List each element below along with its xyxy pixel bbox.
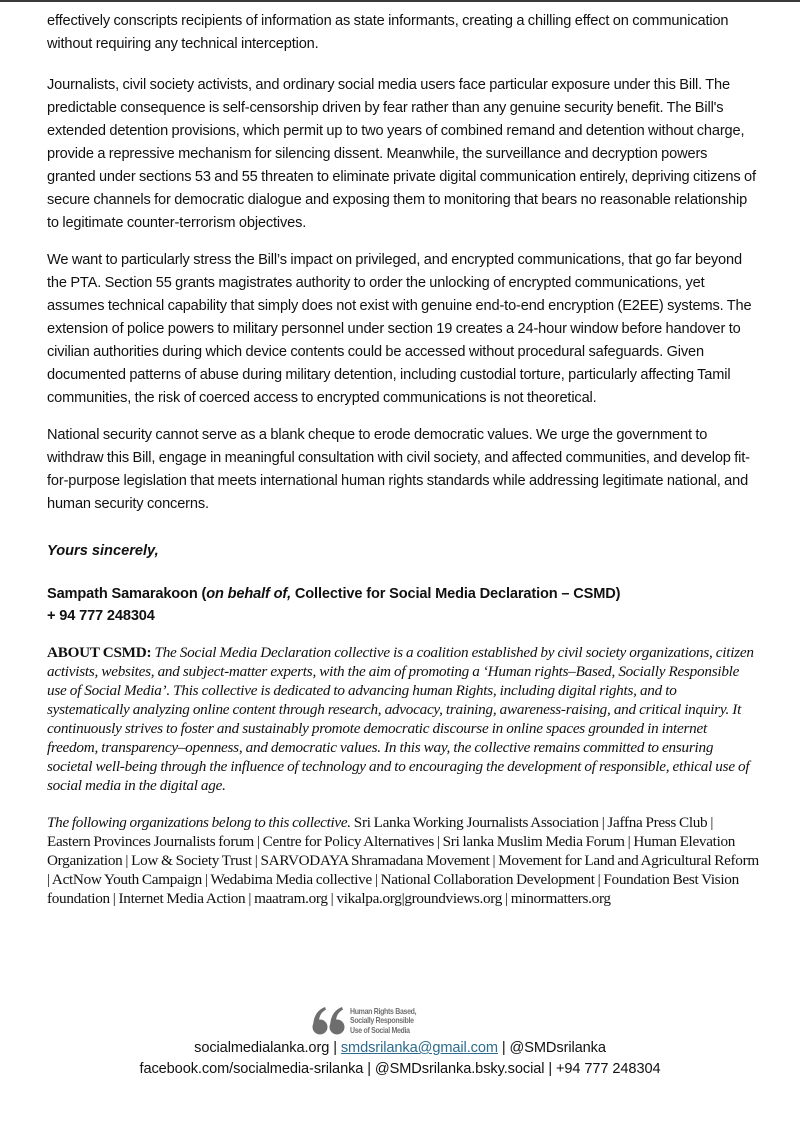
paragraph-2: Journalists, civil society activists, and ordinary social media users face particular exposure under this Bill. The predictable consequence is self-censorship driven by fear rather than any genuine security benefit. The Bill's extended detention provisions, which permit up to two years of combined remand and detention without charge, provide a repressive mechanism for silencing dissent. Meanwhile, the surveillance and decryption powers granted under sections 53 and 55 threaten to eliminate private digital communication entirely, depriving citizens of secure channels for democratic dialogue and exposing them to monitoring that bears no reasonable relationship to legitimate counter-terrorism objectives. (47, 77, 756, 231)
about-section (47, 643, 759, 795)
organizations-section (47, 813, 759, 908)
top-border (0, 0, 800, 2)
footer-website: socialmedialanka.org (194, 1040, 330, 1056)
signatory-organization: Collective for Social Media Declaration – CSMD) (291, 586, 621, 602)
footer-email-link[interactable]: smdsrilanka@gmail.com (340, 1040, 498, 1056)
footer-separator: | (497, 1040, 510, 1056)
logo-tagline (350, 1007, 416, 1036)
paragraph-1: effectively conscripts recipients of information as state informants, creating a chilling effect on communication without requiring any technical interception. (47, 13, 729, 52)
closing-salutation: Yours sincerely, (47, 543, 159, 559)
about-heading: ABOUT CSMD: (47, 644, 152, 661)
logo-line-3: Use of Social Media (350, 1025, 410, 1035)
organizations-intro: The following organizations belong to this collective. (47, 814, 351, 831)
csmd-logo (312, 1004, 428, 1038)
about-body: The Social Media Declaration collective is a coalition established by civil society organizations, citizen activists, websites, and subject-matter experts, with the aim of promoting a ‘Human rights–Based, Socially Responsible use of Social Media’. This collective is dedicated to advancing human Rights, including digital rights, and to systematically analyzing online content through research, advocacy, training, awareness-raising, and critical inquiry. It continuously strives to foster and sustainably promote democratic discourse in online spaces grounded in internet freedom, transparency–openness, and democratic values. In this way, the collective remains committed to ensuring societal well-being through the influence of technology and to encouraging the development of responsible, ethical use of social media in the digital age. (47, 644, 754, 794)
on-behalf-text: on behalf of, (206, 586, 291, 602)
signature-line (47, 583, 759, 605)
logo-line-2: Socially Responsible (350, 1016, 414, 1026)
footer-contact-line-2: facebook.com/socialmedia-srilanka | @SMDsrilanka.bsky.social | +94 777 248304 (139, 1061, 661, 1077)
signatory-phone: + 94 777 248304 (47, 608, 155, 624)
paragraph-4: National security cannot serve as a blank cheque to erode democratic values. We urge the government to withdraw this Bill, engage in meaningful consultation with civil society, and affected communities, and develop fit-for-purpose legislation that meets international human rights standards while addressing legitimate national, and human security concerns. (47, 427, 750, 512)
quote-marks-icon (312, 1005, 346, 1037)
organizations-list: Sri Lanka Working Journalists Association | Jaffna Press Club | Eastern Provinces Journalists forum | Centre for Policy Alternatives | Sri lanka Muslim Media Forum | Human Elevation Organization | Low & Society Trust | SARVODAYA Shramadana Movement | Movement for Land and Agricultural Reform | ActNow Youth Campaign | Wedabima Media collective | National Collaboration Development | Foundation Best Vision foundation | Internet Media Action | maatram.org | vikalpa.org|groundviews.org | minormatters.org (47, 814, 759, 907)
signatory-name: Sampath Samarakoon ( (47, 586, 207, 602)
letter-page (47, 10, 759, 908)
paragraph-3: We want to particularly stress the Bill’s impact on privileged, and encrypted communications, that go far beyond the PTA. Section 55 grants magistrates authority to order the unlocking of encrypted communications, yet assumes technical capability that simply does not exist with genuine end-to-end encryption (E2EE) systems. The extension of police powers to military personnel under section 19 creates a 24-hour window before handover to civilian authorities during which device contents could be accessed without procedural safeguards. Given documented patterns of abuse during military detention, including custodial torture, particularly affecting Tamil communities, the risk of coerced access to encrypted communications is not theoretical. (47, 252, 752, 406)
footer-handle: @SMDsrilanka (509, 1040, 606, 1056)
footer-separator: | (329, 1040, 341, 1056)
logo-line-1: Human Rights Based, (350, 1006, 417, 1016)
footer-contact-line-1 (0, 1040, 800, 1056)
